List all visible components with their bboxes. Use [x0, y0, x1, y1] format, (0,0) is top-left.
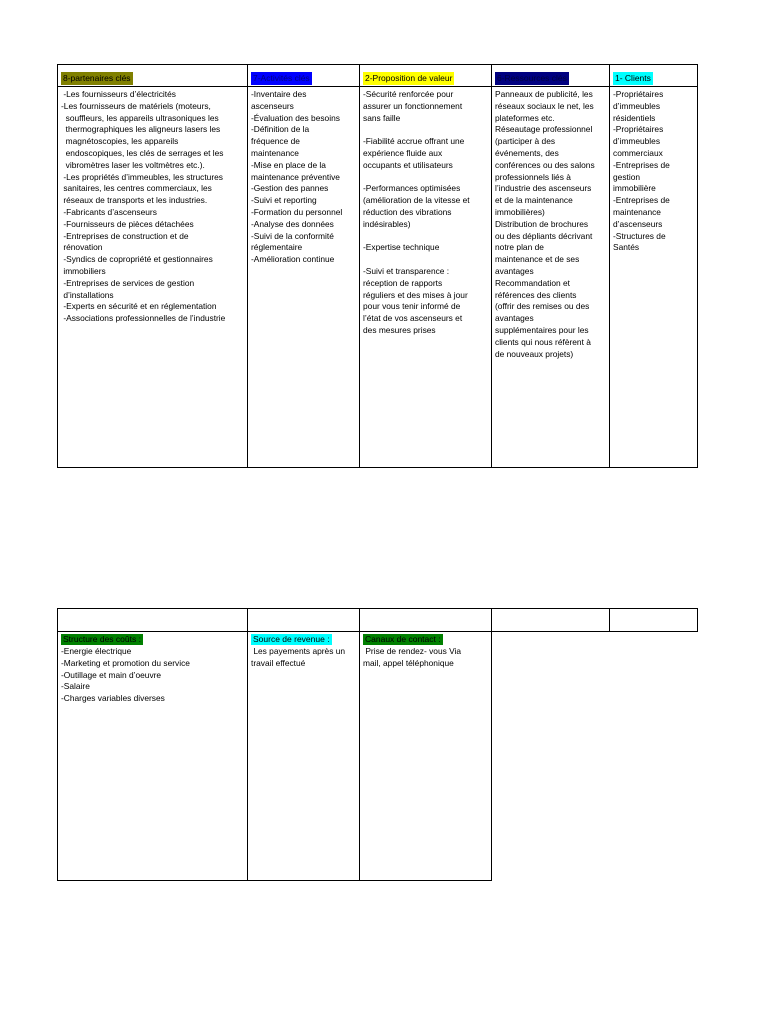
text-line: conférences ou des salons — [495, 159, 595, 170]
text-line: -Fournisseurs de pièces détachées — [61, 218, 194, 229]
empty-cell — [248, 609, 360, 632]
text-line: -Structures de — [613, 230, 666, 241]
text-line: -Sécurité renforcée pour — [363, 89, 454, 99]
text-line: maintenance — [251, 147, 299, 158]
text-line: -Charges variables diverses — [61, 693, 165, 704]
text-line: (offrir des remises ou des — [495, 301, 590, 312]
cell-activities — [248, 87, 360, 468]
section-label: Canaux de contact : — [365, 634, 441, 644]
header-label-activities: 7-Activités clés — [253, 73, 310, 83]
text-line: -Mise en place de la — [251, 159, 326, 170]
text-line: -Suivi et reporting — [251, 195, 317, 206]
text-line — [363, 231, 488, 243]
text-line: -Performances optimisées — [363, 183, 461, 194]
text-line: maintenance — [613, 206, 661, 217]
text-line: -Fiabilité accrue offrant une — [363, 136, 465, 147]
text-line: réception de rapports — [363, 277, 443, 288]
cell-partners — [58, 87, 248, 468]
text-line: supplémentaires pour les — [495, 324, 589, 335]
text-line: réduction des vibrations — [363, 206, 452, 217]
text-line: -Formation du personnel — [251, 206, 343, 217]
text-line: -Associations professionnelles de l’industrie — [61, 313, 226, 324]
text-line: réseaux de transports et les industries. — [61, 195, 208, 206]
text-line — [363, 124, 488, 136]
text-line: -Suivi et transparence : — [363, 265, 450, 276]
text-line: thermographiques les aligneurs lasers les — [61, 124, 221, 135]
text-line: -Marketing et promotion du service — [61, 657, 190, 668]
text-line: -Entreprises de construction et de — [61, 230, 189, 241]
text-line: -Propriétaires — [613, 124, 664, 135]
text-line: l’état de vos ascenseurs et — [363, 313, 463, 324]
business-model-table-bottom — [57, 608, 698, 881]
text-line: l’industrie des ascenseurs — [495, 183, 592, 194]
text-line: fréquence de — [251, 136, 300, 147]
text-line: -Entreprises de — [613, 159, 670, 170]
text-line: Les payements après un — [251, 646, 346, 656]
text-line: magnétoscopies, les appareils — [61, 136, 179, 147]
text-line: souffleurs, les appareils ultrasoniques les — [61, 112, 219, 123]
header-label-resources: 6-Ressources clés — [497, 73, 567, 83]
text-line: maintenance et de ses — [495, 254, 580, 265]
content-row — [58, 87, 698, 468]
text-line: indésirables) — [363, 218, 411, 229]
text-line: Recommandation et — [495, 277, 570, 288]
text-line: immobilière — [613, 183, 656, 194]
text-line: réglementaire — [251, 242, 303, 253]
text-line: -Définition de la — [251, 124, 310, 135]
text-line: professionnels liés à — [495, 171, 571, 182]
text-line: assurer un fonctionnement — [363, 100, 463, 111]
text-line: Santés — [613, 242, 640, 253]
header-label-partners: 8-partenaires clés — [63, 73, 131, 83]
header-cell-resources — [492, 65, 610, 87]
header-label-clients: 1- Clients — [615, 73, 651, 83]
text-line: -Expertise technique — [363, 242, 440, 253]
text-line: avantages — [495, 265, 534, 276]
cell-contact — [360, 632, 492, 881]
text-line: occupants et utilisateurs — [363, 159, 453, 170]
business-model-table-top — [57, 64, 698, 468]
text-line: Distribution de brochures — [495, 218, 589, 229]
text-line — [363, 254, 488, 266]
text-line: -Energie électrique — [61, 646, 132, 656]
text-line: -Inventaire des — [251, 89, 307, 99]
text-line: rénovation — [61, 242, 103, 253]
cell-costs — [58, 632, 248, 881]
text-line: avantages — [495, 313, 534, 324]
text-line: d’immeubles — [613, 100, 661, 111]
text-line: plateformes etc. — [495, 112, 555, 123]
text-line: gestion — [613, 171, 641, 182]
text-line: -Syndics de copropriété et gestionnaires — [61, 254, 213, 265]
text-line: ascenseurs — [251, 100, 294, 111]
text-line: résidentiels — [613, 112, 656, 123]
header-label-value: 2-Proposition de valeur — [365, 73, 453, 83]
text-line: événements, des — [495, 147, 559, 158]
text-line: -Entreprises de — [613, 195, 670, 206]
text-line: pour vous tenir informé de — [363, 301, 461, 312]
text-line: sans faille — [363, 112, 401, 123]
blank-area — [610, 632, 698, 881]
text-line: des mesures prises — [363, 324, 436, 335]
text-line: notre plan de — [495, 242, 544, 253]
empty-cell — [610, 609, 698, 632]
text-line: clients qui nous réfèrent à — [495, 336, 591, 347]
text-line: -Amélioration continue — [251, 254, 335, 265]
text-line: ou des dépliants décrivant — [495, 230, 593, 241]
text-line: -Les fournisseurs de matériels (moteurs, — [61, 100, 211, 111]
text-line: expérience fluide aux — [363, 147, 443, 158]
text-line: -Propriétaires — [613, 89, 664, 99]
text-line: réseaux sociaux le net, les — [495, 100, 594, 111]
header-cell-clients — [610, 65, 698, 87]
header-cell-activities — [248, 65, 360, 87]
content-row-bottom — [58, 632, 698, 881]
text-line: travail effectué — [251, 657, 306, 668]
cell-clients — [610, 87, 698, 468]
empty-cell — [492, 609, 610, 632]
text-line: Prise de rendez- vous Via — [363, 646, 462, 656]
section-label: Source de revenue : — [253, 634, 330, 644]
empty-cell — [58, 609, 248, 632]
header-cell-partners — [58, 65, 248, 87]
text-line: -Experts en sécurité et en réglementation — [61, 301, 217, 312]
text-line: -Évaluation des besoins — [251, 112, 340, 123]
text-line: et de la maintenance — [495, 195, 573, 206]
cell-value — [360, 87, 492, 468]
text-line — [363, 172, 488, 184]
text-line: -Suivi de la conformité — [251, 230, 334, 241]
cell-resources — [492, 87, 610, 468]
text-line: Réseautage professionnel — [495, 124, 593, 135]
text-line: réguliers et des mises à jour — [363, 289, 468, 300]
cell-revenue — [248, 632, 360, 881]
text-line: endoscopiques, les clés de serrages et les — [61, 147, 224, 158]
text-line: de nouveaux projets) — [495, 348, 574, 359]
text-line: références des clients — [495, 289, 577, 300]
text-line: -Les fournisseurs d’électricités — [61, 89, 176, 99]
text-line: sanitaires, les centres commerciaux, les — [61, 183, 212, 194]
text-line: (participer à des — [495, 136, 556, 147]
text-line: -Analyse des données — [251, 218, 334, 229]
text-line: -Outillage et main d’oeuvre — [61, 669, 162, 680]
text-line: mail, appel téléphonique — [363, 657, 454, 668]
empty-header-row — [58, 609, 698, 632]
text-line: -Gestion des pannes — [251, 183, 329, 194]
text-line: Panneaux de publicité, les — [495, 89, 593, 99]
blank-area — [492, 632, 610, 881]
text-line: -Les propriétés d’immeubles, les structures — [61, 171, 223, 182]
text-line: d’ascenseurs — [613, 218, 663, 229]
header-cell-value — [360, 65, 492, 87]
empty-cell — [360, 609, 492, 632]
text-line: (amélioration de la vitesse et — [363, 195, 470, 206]
text-line: vibromètres laser les voltmètres etc.). — [61, 159, 205, 170]
text-line: immobilières) — [495, 206, 545, 217]
text-line: commerciaux — [613, 147, 663, 158]
text-line: -Entreprises de services de gestion — [61, 277, 195, 288]
text-line: immobiliers — [61, 265, 106, 276]
text-line: -Salaire — [61, 681, 90, 692]
section-label: Structure des coûts : — [63, 634, 141, 644]
header-row — [58, 65, 698, 87]
text-line: maintenance préventive — [251, 171, 340, 182]
text-line: d’installations — [61, 289, 114, 300]
text-line: d’immeubles — [613, 136, 661, 147]
text-line: -Fabricants d’ascenseurs — [61, 206, 157, 217]
